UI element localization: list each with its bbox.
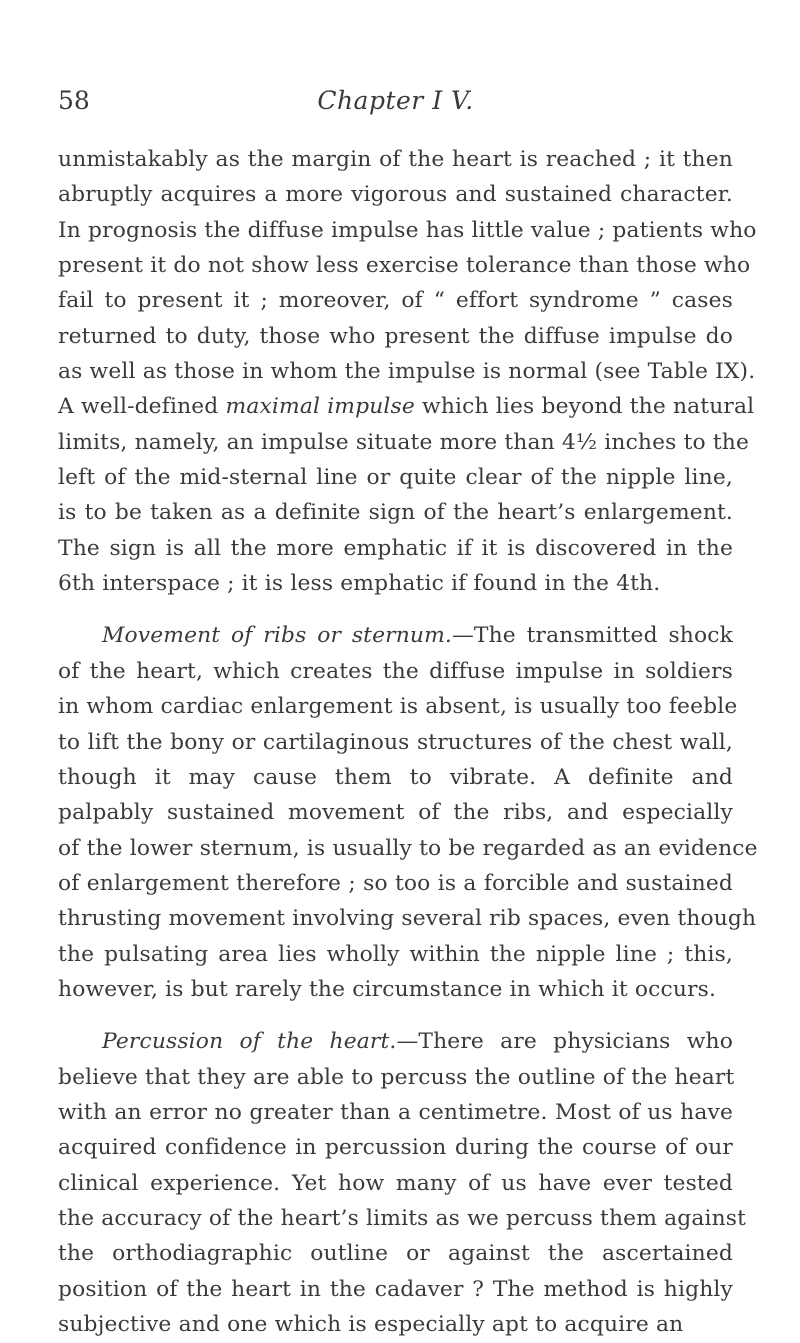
text-line: is to be taken as a definite sign of the heart’s enlargement. xyxy=(58,500,733,526)
text-line: 6th interspace ; it is less emphatic if found in the 4th. xyxy=(58,571,661,597)
text-line: the pulsating area lies wholly within the nipple line ; this, xyxy=(58,941,733,967)
text-line: position of the heart in the cadaver ? The method is highly xyxy=(58,1276,733,1302)
body-text xyxy=(58,142,758,1342)
text-run: which lies beyond the natural xyxy=(414,394,755,420)
running-head xyxy=(58,86,733,118)
paragraph-diffuse-impulse xyxy=(58,142,757,601)
text-line: present it do not show less exercise tolerance than those who xyxy=(58,253,751,279)
text-line: The sign is all the more emphatic if it is discovered in the xyxy=(58,535,733,561)
paragraph-percussion xyxy=(58,1024,747,1342)
text-run: A well-defined xyxy=(58,394,226,420)
text-line: unmistakably as the margin of the heart is reached ; it then xyxy=(58,147,733,172)
text-line: to lift the bony or cartilaginous structures of the chest wall, xyxy=(58,729,733,755)
text-line: left of the mid-sternal line or quite clear of the nipple line, xyxy=(58,465,733,491)
text-line: acquired confidence in percussion during the course of our xyxy=(58,1135,733,1161)
text-run: —The transmitted shock xyxy=(451,623,733,649)
text-line: thrusting movement involving several rib spaces, even though xyxy=(58,906,757,932)
text-line xyxy=(58,1024,733,1059)
text-line: abruptly acquires a more vigorous and sustained character. xyxy=(58,182,733,208)
text-line: the accuracy of the heart’s limits as we percuss them against xyxy=(58,1205,747,1231)
chapter-title: Chapter I V. xyxy=(317,86,474,115)
page-number: 58 xyxy=(58,86,90,115)
paragraph-movement-of-ribs xyxy=(58,618,758,1007)
text-line: the orthodiagraphic outline or against the ascertained xyxy=(58,1241,733,1267)
text-line: palpably sustained movement of the ribs, and especially xyxy=(58,800,733,826)
text-line: with an error no greater than a centimetre. Most of us have xyxy=(58,1099,733,1125)
italic-phrase: Percussion of the heart. xyxy=(102,1029,397,1055)
italic-phrase: maximal impulse xyxy=(225,394,415,420)
text-line: believe that they are able to percuss the outline of the heart xyxy=(58,1064,735,1090)
italic-phrase: Movement of ribs or sternum. xyxy=(102,623,452,649)
text-line: though it may cause them to vibrate. A definite and xyxy=(58,764,733,790)
text-line: of enlargement therefore ; so too is a forcible and sustained xyxy=(58,870,733,896)
text-line: returned to duty, those who present the diffuse impulse do xyxy=(58,323,733,349)
text-line: in whom cardiac enlargement is absent, is usually too feeble xyxy=(58,694,738,720)
text-run: —There are physicians who xyxy=(396,1029,733,1055)
text-line xyxy=(58,389,755,424)
text-line: subjective and one which is especially apt to acquire an xyxy=(58,1312,684,1337)
text-line: however, is but rarely the circumstance in which it occurs. xyxy=(58,976,717,1002)
text-line: of the heart, which creates the diffuse impulse in soldiers xyxy=(58,658,733,684)
text-line: of the lower sternum, is usually to be regarded as an evidence xyxy=(58,835,758,861)
text-line: limits, namely, an impulse situate more than 4½ inches to the xyxy=(58,429,749,455)
text-line: as well as those in whom the impulse is normal (see Table IX). xyxy=(58,359,756,385)
text-line: fail to present it ; moreover, of “ effort syndrome ” cases xyxy=(58,288,733,314)
text-line: clinical experience. Yet how many of us have ever tested xyxy=(58,1170,733,1196)
text-line: In prognosis the diffuse impulse has little value ; patients who xyxy=(58,217,757,243)
text-line xyxy=(58,618,733,653)
